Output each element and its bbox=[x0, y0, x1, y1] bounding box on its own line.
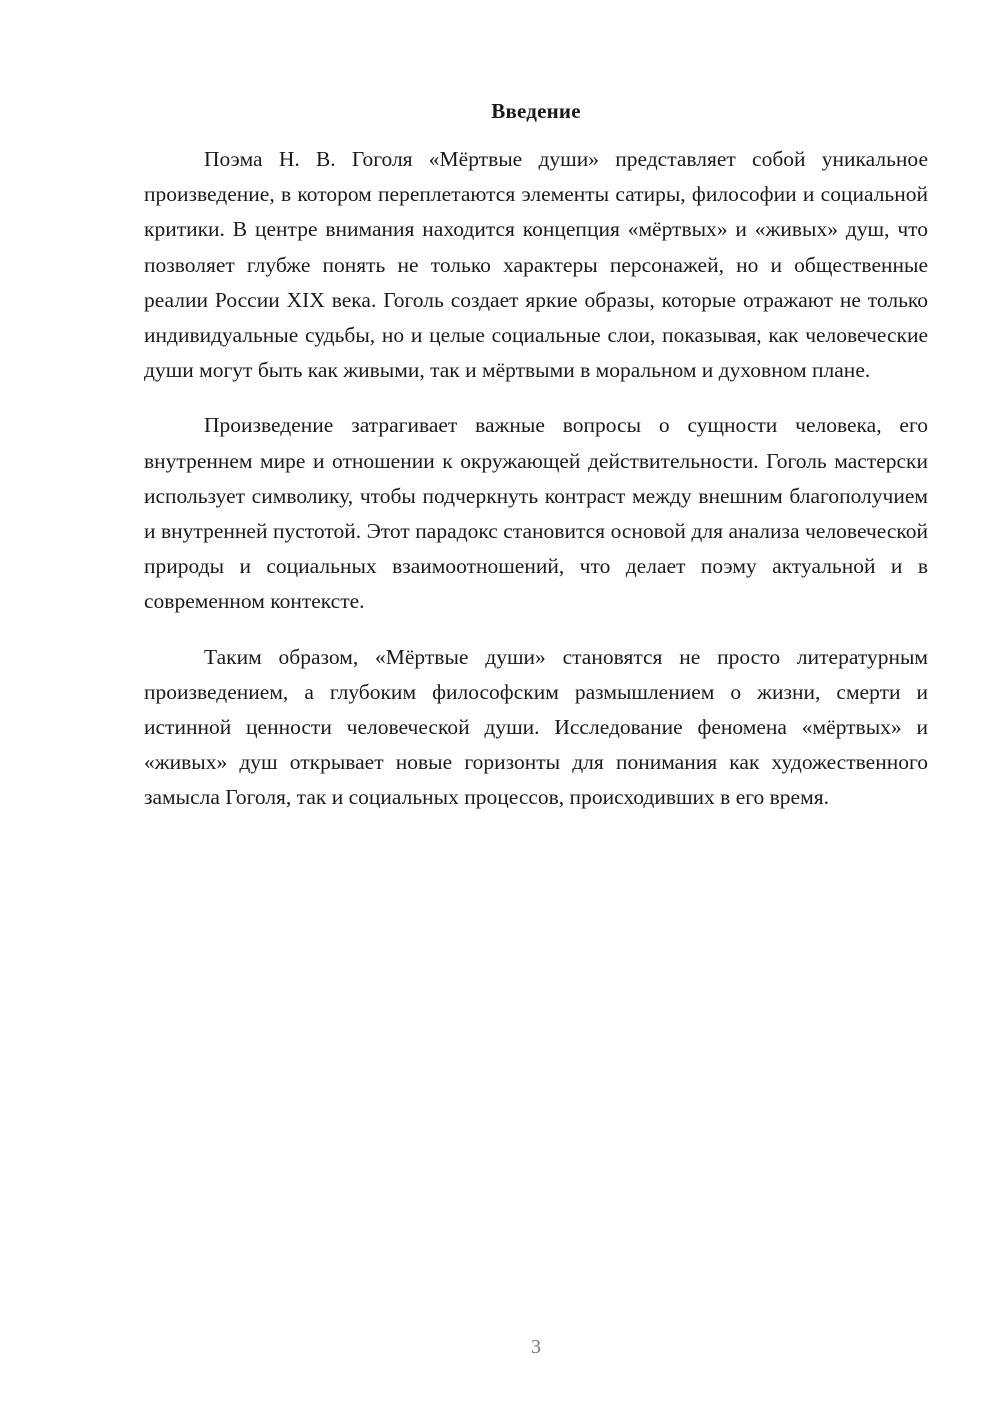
paragraph-1: Поэма Н. В. Гоголя «Мёртвые души» представляет собой уникальное произведение, в котором переплетаются элементы сатиры, философии и социальной критики. В центре внимания находится концепция «мёртвых» и «живых» душ, что позволяет глубже понять не только характеры персонажей, но и общественные реалии России XIX века. Гоголь создает яркие образы, которые отражают не только индивидуальные судьбы, но и целые социальные слои, показывая, как человеческие души могут быть как живыми, так и мёртвыми в моральном и духовном плане. bbox=[144, 147, 928, 383]
section-title: Введение bbox=[491, 99, 581, 123]
paragraph-2: Произведение затрагивает важные вопросы о сущности человека, его внутреннем мире и отношении к окружающей действительности. Гоголь мастерски использует символику, чтобы подчеркнуть контраст между внешним благополучием и внутренней пустотой. Этот парадокс становится основой для анализа человеческой природы и социальных взаимоотношений, что делает поэму актуальной и в современном контексте. bbox=[144, 413, 928, 614]
body-text bbox=[144, 142, 928, 836]
paragraph-3: Таким образом, «Мёртвые души» становятся не просто литературным произведением, а глубоким философским размышлением о жизни, смерти и истинной ценности человеческой души. Исследование феномена «мёртвых» и «живых» душ открывает новые горизонты для понимания как художественного замысла Гоголя, так и социальных процессов, происходивших в его время. bbox=[144, 644, 928, 810]
page-number: 3 bbox=[531, 1336, 541, 1358]
